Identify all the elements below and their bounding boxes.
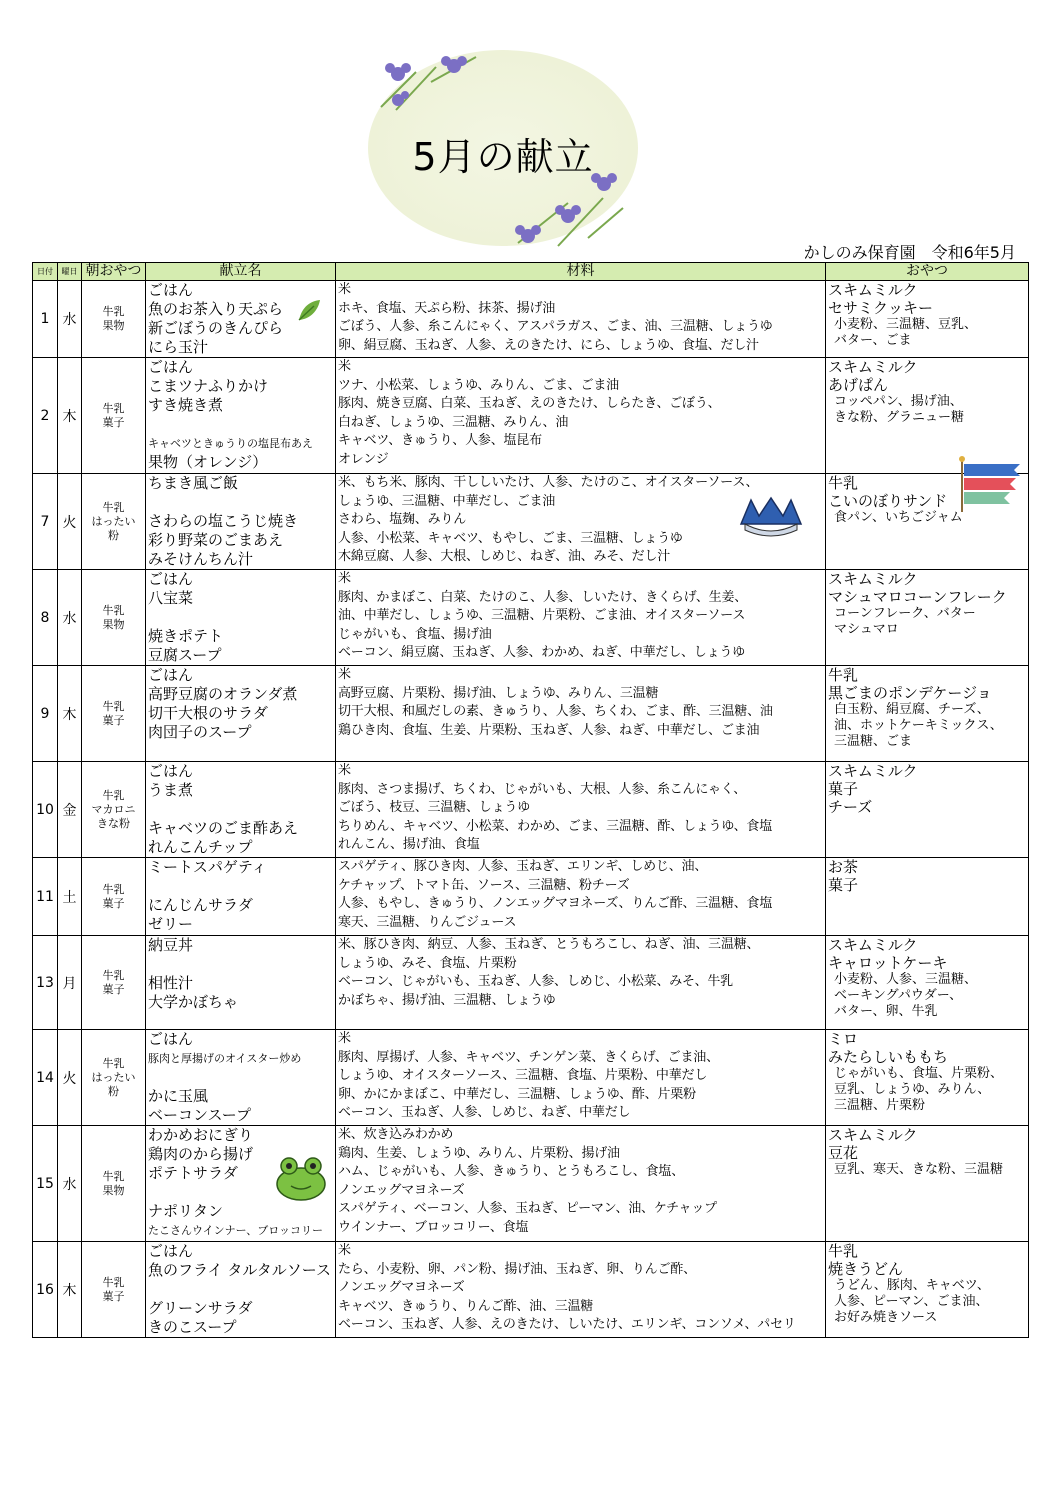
day-cell: 13 [33, 936, 58, 1030]
menu-cell [146, 936, 336, 1030]
menu-item: れんこんチップ [148, 838, 253, 856]
ingredient-line: 人参、もやし、きゅうり、ノンエッグマヨネーズ、りんご酢、三温糖、食塩 [338, 896, 773, 911]
menu-item: さわらの塩こうじ焼き [148, 512, 299, 530]
day-cell: 15 [33, 1126, 58, 1242]
menu-item: ごはん [148, 358, 194, 376]
day-cell: 7 [33, 474, 58, 570]
menu-item: 高野豆腐のオランダ煮 [148, 685, 298, 703]
menu-cell [146, 358, 336, 474]
snack-ingredient: コッペパン、揚げ油、 [834, 394, 963, 409]
dow-cell: 水 [58, 570, 82, 666]
snack-ingredient: 小麦粉、人参、三温糖、 [834, 972, 978, 987]
breakfast-cell [82, 1242, 146, 1338]
ingredient-line: 米、豚ひき肉、納豆、人参、玉ねぎ、とうもろこし、ねぎ、油、三温糖、 [338, 937, 760, 952]
menu-item: にんじんサラダ [148, 896, 253, 914]
snack-ingredient: バター、卵、牛乳 [834, 1004, 938, 1019]
menu-item: ちまき風ご飯 [148, 474, 239, 492]
ingredient-line: 豚肉、焼き豆腐、白菜、玉ねぎ、えのきたけ、しらたき、ごぼう、 [338, 396, 721, 411]
snack-ingredient: 豆乳、しょうゆ、みりん、 [834, 1082, 991, 1097]
menu-item [148, 955, 333, 974]
menu-item: ごはん [148, 1030, 194, 1048]
snack-cell [826, 1242, 1029, 1338]
menu-item: きのこスープ [148, 1318, 237, 1336]
ingredient-line: 米 [338, 1031, 351, 1046]
ingredient-line: たら、小麦粉、卵、パン粉、揚げ油、玉ねぎ、卵、りんご酢、 [338, 1261, 696, 1277]
ingredient-line: 豚肉、厚揚げ、人参、キャベツ、チンゲン菜、きくらげ、ごま油、 [338, 1049, 719, 1065]
snack-item: あげぱん [828, 376, 889, 394]
menu-item: キャベツのごま酢あえ [148, 819, 299, 837]
ingredient-line: オレンジ [338, 451, 389, 467]
menu-item [148, 800, 333, 819]
breakfast-item: 牛乳 [102, 401, 125, 415]
ingredient-line: 米 [338, 1243, 351, 1258]
snack-item: 牛乳 [828, 474, 859, 492]
snack-item: みたらしいももち [828, 1048, 949, 1066]
menu-cell [146, 474, 336, 570]
snack-ingredient: 三温糖、片栗粉 [834, 1098, 926, 1113]
snack-item: スキムミルク [828, 358, 918, 376]
ingredient-line: 米 [338, 359, 351, 374]
breakfast-cell [82, 1030, 146, 1126]
snack-ingredient: 人参、ピーマン、ごま油、 [834, 1294, 989, 1309]
snack-ingredient: お好み焼きソース [834, 1310, 938, 1325]
snack-item: 菓子 [828, 876, 859, 894]
ingredient-line: 切干大根、和風だしの素、きゅうり、人参、ちくわ、ごま、酢、三温糖、油 [338, 704, 773, 719]
ingredient-line: かぼちゃ、揚げ油、三温糖、しょうゆ [338, 992, 556, 1008]
ingredient-line: ツナ、小松菜、しょうゆ、みりん、ごま、ごま油 [338, 377, 619, 393]
breakfast-item: 菓子 [102, 415, 125, 429]
snack-cell [826, 666, 1029, 762]
breakfast-item: 粉 [108, 528, 119, 542]
breakfast-item: 菓子 [102, 713, 125, 727]
ingredient-line: 米 [338, 571, 351, 586]
header-ingredients: 材料 [336, 263, 826, 281]
ingredient-line: さわら、塩麹、みりん [338, 512, 467, 527]
breakfast-item: 菓子 [102, 896, 125, 910]
snack-ingredient: きな粉、グラニュー糖 [834, 410, 965, 425]
snack-cell [826, 936, 1029, 1030]
ingredient-line: 豚肉、さつま揚げ、ちくわ、じゃがいも、大根、人参、糸こんにゃく、 [338, 781, 747, 797]
ingredient-line: 寒天、三温糖、りんごジュース [338, 914, 517, 930]
ingredient-line: 木綿豆腐、人参、大根、しめじ、ねぎ、油、みそ、だし汁 [338, 549, 671, 564]
ingredients-cell [336, 1030, 826, 1126]
snack-item: こいのぼりサンド [828, 492, 948, 510]
ingredient-line: 鶏ひき肉、食塩、生姜、片栗粉、玉ねぎ、人参、ねぎ、中華だし、ごま油 [338, 722, 760, 738]
breakfast-cell [82, 474, 146, 570]
ingredient-line: 鶏肉、生姜、しょうゆ、みりん、片栗粉、揚げ油 [338, 1145, 620, 1161]
menu-item: 肉団子のスープ [148, 723, 252, 741]
breakfast-cell [82, 570, 146, 666]
breakfast-item: 牛乳 [102, 305, 125, 318]
school-name: かしのみ保育園 令和6年5月 [803, 243, 1016, 262]
ingredient-line: しょうゆ、みそ、食塩、片栗粉 [338, 955, 517, 971]
menu-cell [146, 281, 336, 358]
table-row [33, 936, 1029, 1030]
ingredient-line: キャベツ、きゅうり、りんご酢、油、三温糖 [338, 1298, 594, 1314]
header-row [33, 263, 1029, 281]
snack-cell [826, 1030, 1029, 1126]
menu-item: 豆腐スープ [148, 646, 222, 664]
day-cell: 14 [33, 1030, 58, 1126]
breakfast-item: 果物 [102, 617, 125, 631]
ingredient-line: ちりめん、キャベツ、小松菜、わかめ、ごま、三温糖、酢、しょうゆ、食塩 [338, 818, 773, 834]
table-row [33, 570, 1029, 666]
menu-item: たこさんウインナー、ブロッコリー [148, 1224, 324, 1237]
dow-cell: 水 [58, 1126, 82, 1242]
ingredient-line: しょうゆ、オイスターソース、三温糖、食塩、片栗粉、中華だし [338, 1068, 708, 1083]
breakfast-cell [82, 762, 146, 858]
menu-item: みそけんちん汁 [148, 550, 254, 568]
ingredient-line: 米 [338, 667, 351, 682]
ingredient-line: しょうゆ、三温糖、中華だし、ごま油 [338, 493, 556, 509]
snack-item: 焼きうどん [828, 1260, 904, 1278]
snack-item: 牛乳 [828, 666, 859, 684]
menu-item [148, 1068, 333, 1087]
dow-cell: 火 [58, 1030, 82, 1126]
frog-icon [274, 1154, 328, 1202]
breakfast-item: 牛乳 [102, 1169, 125, 1183]
breakfast-item: 牛乳 [102, 603, 125, 617]
ingredient-line: ウインナー、ブロッコリー、食塩 [338, 1219, 529, 1235]
ingredient-line: スパゲティ、ベーコン、人参、玉ねぎ、ピーマン、油、ケチャップ [338, 1201, 717, 1216]
table-row [33, 281, 1029, 358]
iris-flower-icon [376, 52, 486, 112]
snack-item: スキムミルク [828, 762, 918, 780]
ingredient-line: 豚肉、かまぼこ、白菜、たけのこ、人参、しいたけ、きくらげ、生姜、 [338, 589, 748, 605]
snack-item: セサミクッキー [828, 299, 934, 317]
breakfast-cell [82, 281, 146, 358]
ingredient-line: ノンエッグマヨネーズ [338, 1280, 465, 1295]
ingredients-cell [336, 570, 826, 666]
menu-table [32, 262, 1029, 1338]
header-breakfast: 朝おやつ [82, 263, 146, 281]
menu-cell [146, 570, 336, 666]
table-row [33, 358, 1029, 474]
dow-cell: 木 [58, 666, 82, 762]
breakfast-item: 粉 [108, 1084, 119, 1098]
snack-item: 菓子 [828, 780, 859, 798]
ingredient-line: ホキ、食塩、天ぷら粉、抹茶、揚げ油 [338, 300, 556, 316]
breakfast-cell [82, 858, 146, 936]
breakfast-item: マカロニ [91, 802, 136, 816]
breakfast-item: 牛乳 [102, 500, 125, 514]
ingredient-line: ケチャップ、トマト缶、ソース、三温糖、粉チーズ [338, 877, 630, 893]
snack-ingredient: じゃがいも、食塩、片栗粉、 [834, 1066, 1004, 1081]
ingredients-cell [336, 666, 826, 762]
menu-item [148, 877, 333, 896]
menu-item: 鶏肉のから揚げ [148, 1145, 254, 1163]
breakfast-item: 菓子 [102, 982, 125, 996]
snack-ingredient: 小麦粉、三温糖、豆乳、 [834, 317, 978, 332]
snack-item: スキムミルク [828, 1126, 918, 1144]
menu-item: 魚のお茶入り天ぷら [148, 300, 284, 318]
menu-cell [146, 666, 336, 762]
snack-item: スキムミルク [828, 570, 918, 588]
menu-item: わかめおにぎり [148, 1126, 254, 1144]
menu-item: 大学かぼちゃ [148, 993, 239, 1011]
ingredient-line: 油、中華だし、しょうゆ、三温糖、片栗粉、ごま油、オイスターソース [338, 608, 746, 623]
menu-item: 切干大根のサラダ [148, 704, 268, 722]
snack-cell [826, 1126, 1029, 1242]
day-cell: 2 [33, 358, 58, 474]
dow-cell: 木 [58, 358, 82, 474]
snack-ingredient: 豆乳、寒天、きな粉、三温糖 [834, 1162, 1004, 1177]
menu-item: 相性汁 [148, 974, 194, 992]
snack-ingredient: 三温糖、ごま [834, 734, 913, 749]
ingredients-cell [336, 936, 826, 1030]
table-row [33, 762, 1029, 858]
header-snack: おやつ [826, 263, 1029, 281]
ingredients-cell [336, 1126, 826, 1242]
ingredient-line: ベーコン、玉ねぎ、人参、しめじ、ねぎ、中華だし [338, 1105, 631, 1120]
snack-ingredient: うどん、豚肉、キャベツ、 [834, 1278, 990, 1293]
menu-item: うま煮 [148, 781, 194, 799]
day-cell: 9 [33, 666, 58, 762]
leaf-icon [296, 297, 322, 323]
snack-ingredient: マシュマロ [834, 622, 899, 637]
snack-cell [826, 474, 1029, 570]
breakfast-cell [82, 936, 146, 1030]
breakfast-item: 果物 [102, 1183, 125, 1197]
menu-item: 豚肉と厚揚げのオイスター炒め [148, 1052, 302, 1065]
snack-cell [826, 570, 1029, 666]
menu-item: こまツナふりかけ [148, 377, 269, 395]
breakfast-item: 牛乳 [102, 1275, 125, 1289]
snack-item: マシュマロコーンフレーク [828, 588, 1007, 606]
dow-cell: 木 [58, 1242, 82, 1338]
ingredient-line: 高野豆腐、片栗粉、揚げ油、しょうゆ、みりん、三温糖 [338, 685, 659, 701]
menu-item: 魚のフライ タルタルソース [148, 1261, 331, 1279]
breakfast-item: 果物 [102, 319, 125, 332]
breakfast-cell [82, 358, 146, 474]
menu-item: 納豆丼 [148, 936, 194, 954]
snack-item: お茶 [828, 858, 859, 876]
table-row [33, 1030, 1029, 1126]
snack-ingredient: 食パン、いちごジャム [834, 510, 963, 525]
day-cell: 16 [33, 1242, 58, 1338]
menu-item: 八宝菜 [148, 589, 194, 607]
menu-item: 新ごぼうのきんぴら [148, 319, 284, 337]
snack-item: キャロットケーキ [828, 954, 948, 972]
ingredient-line: ごぼう、枝豆、三温糖、しょうゆ [338, 800, 531, 815]
header-dow: 曜日 [58, 263, 82, 281]
breakfast-item: 牛乳 [102, 882, 125, 896]
breakfast-item: きな粉 [97, 816, 130, 830]
dow-cell: 水 [58, 281, 82, 358]
menu-item: ごはん [148, 762, 194, 780]
header-day: 日付 [33, 263, 58, 281]
menu-item: ミートスパゲティ [148, 858, 267, 876]
menu-item: ごはん [148, 666, 194, 684]
table-row [33, 1242, 1029, 1338]
ingredient-line: ごぼう、人参、糸こんにゃく、アスパラガス、ごま、油、三温糖、しょうゆ [338, 319, 773, 334]
ingredients-cell [336, 1242, 826, 1338]
menu-item: ごはん [148, 281, 194, 299]
day-cell: 10 [33, 762, 58, 858]
snack-cell [826, 281, 1029, 358]
breakfast-item: 菓子 [102, 1289, 125, 1303]
menu-cell [146, 1242, 336, 1338]
menu-item: ごはん [148, 1242, 194, 1260]
menu-item: すき焼き煮 [148, 396, 224, 414]
header-menu: 献立名 [146, 263, 336, 281]
menu-item [148, 1280, 333, 1299]
title-area [368, 50, 638, 246]
menu-item: 果物（オレンジ） [148, 453, 268, 471]
ingredient-line: ノンエッグマヨネーズ [338, 1182, 465, 1198]
snack-item: チーズ [828, 798, 873, 816]
koinobori-icon [954, 456, 1026, 512]
snack-ingredient: 油、ホットケーキミックス、 [834, 718, 1003, 733]
dow-cell: 土 [58, 858, 82, 936]
ingredient-line: ベーコン、絹豆腐、玉ねぎ、人参、わかめ、ねぎ、中華だし、しょうゆ [338, 645, 746, 660]
ingredients-cell [336, 762, 826, 858]
ingredient-line: 米、炊き込みわかめ [338, 1127, 454, 1142]
ingredient-line: じゃがいも、食塩、揚げ油 [338, 626, 492, 642]
snack-item: 黒ごまのポンデケージョ [828, 684, 992, 702]
ingredients-cell [336, 858, 826, 936]
ingredient-line: 人参、小松菜、キャベツ、もやし、ごま、三温糖、しょうゆ [338, 530, 683, 546]
breakfast-item: 牛乳 [102, 968, 125, 982]
ingredient-line: 米、もち米、豚肉、干ししいたけ、人参、たけのこ、オイスターソース、 [338, 475, 759, 490]
breakfast-cell [82, 1126, 146, 1242]
menu-item: 焼きポテト [148, 627, 224, 645]
menu-item: ポテトサラダ [148, 1164, 238, 1182]
snack-ingredient: ベーキングパウダー、 [834, 988, 963, 1003]
menu-item: ベーコンスープ [148, 1106, 252, 1124]
snack-cell [826, 762, 1029, 858]
ingredient-line: 米 [338, 282, 351, 297]
snack-item: 牛乳 [828, 1242, 859, 1260]
ingredient-line: ベーコン、じゃがいも、玉ねぎ、人参、しめじ、小松菜、みそ、牛乳 [338, 974, 733, 989]
menu-item [148, 608, 333, 627]
menu-item: ナポリタン [148, 1202, 224, 1220]
menu-cell [146, 1126, 336, 1242]
breakfast-cell [82, 666, 146, 762]
breakfast-item: 牛乳 [102, 699, 125, 713]
dow-cell: 火 [58, 474, 82, 570]
day-cell: 11 [33, 858, 58, 936]
snack-ingredient: バター、ごま [834, 333, 912, 348]
ingredient-line: ハム、じゃがいも、人参、きゅうり、とうもろこし、食塩、 [338, 1164, 684, 1179]
menu-item [148, 415, 333, 434]
menu-item: にら玉汁 [148, 338, 209, 356]
ingredients-cell [336, 474, 826, 570]
menu-item: グリーンサラダ [148, 1299, 253, 1317]
menu-item [148, 493, 333, 512]
menu-item: かに玉風 [148, 1087, 209, 1105]
snack-item: スキムミルク [828, 936, 918, 954]
breakfast-item: はったい [91, 514, 136, 528]
day-cell: 1 [33, 281, 58, 358]
breakfast-item: はったい [91, 1070, 136, 1084]
table-row [33, 858, 1029, 936]
table-row [33, 474, 1029, 570]
page-title: 5月の献立 [412, 135, 594, 179]
snack-item: スキムミルク [828, 281, 918, 299]
snack-item: 豆花 [828, 1144, 859, 1162]
snack-cell [826, 858, 1029, 936]
ingredient-line: 米 [338, 763, 351, 778]
menu-item: 彩り野菜のごまあえ [148, 531, 284, 549]
ingredient-line: 卵、かにかまぼこ、中華だし、三温糖、しょうゆ、酢、片栗粉 [338, 1086, 696, 1102]
table-row [33, 1126, 1029, 1242]
ingredient-line: 白ねぎ、しょうゆ、三温糖、みりん、油 [338, 414, 569, 430]
ingredient-line: ベーコン、玉ねぎ、人参、えのきたけ、しいたけ、エリンギ、コンソメ、パセリ [338, 1317, 796, 1332]
menu-cell [146, 858, 336, 936]
ingredient-line: キャベツ、きゅうり、人参、塩昆布 [338, 433, 542, 448]
snack-item: ミロ [828, 1030, 859, 1048]
snack-ingredient: コーンフレーク、バター [834, 606, 976, 621]
menu-item: ごはん [148, 570, 194, 588]
menu-item: ゼリー [148, 915, 194, 933]
table-row [33, 666, 1029, 762]
breakfast-item: 牛乳 [102, 788, 125, 802]
kabuto-icon [737, 494, 805, 540]
menu-cell [146, 762, 336, 858]
snack-ingredient: 白玉粉、絹豆腐、チーズ、 [834, 702, 990, 717]
ingredient-line: れんこん、揚げ油、食塩 [338, 837, 480, 852]
day-cell: 8 [33, 570, 58, 666]
ingredient-line: 卵、絹豆腐、玉ねぎ、人参、えのきたけ、にら、しょうゆ、食塩、だし汁 [338, 337, 759, 353]
dow-cell: 月 [58, 936, 82, 1030]
breakfast-item: 牛乳 [102, 1056, 125, 1070]
menu-item: キャベツときゅうりの塩昆布あえ [148, 437, 313, 450]
ingredients-cell [336, 281, 826, 358]
ingredients-cell [336, 358, 826, 474]
dow-cell: 金 [58, 762, 82, 858]
ingredient-line: スパゲティ、豚ひき肉、人参、玉ねぎ、エリンギ、しめじ、油、 [338, 859, 708, 874]
menu-cell [146, 1030, 336, 1126]
